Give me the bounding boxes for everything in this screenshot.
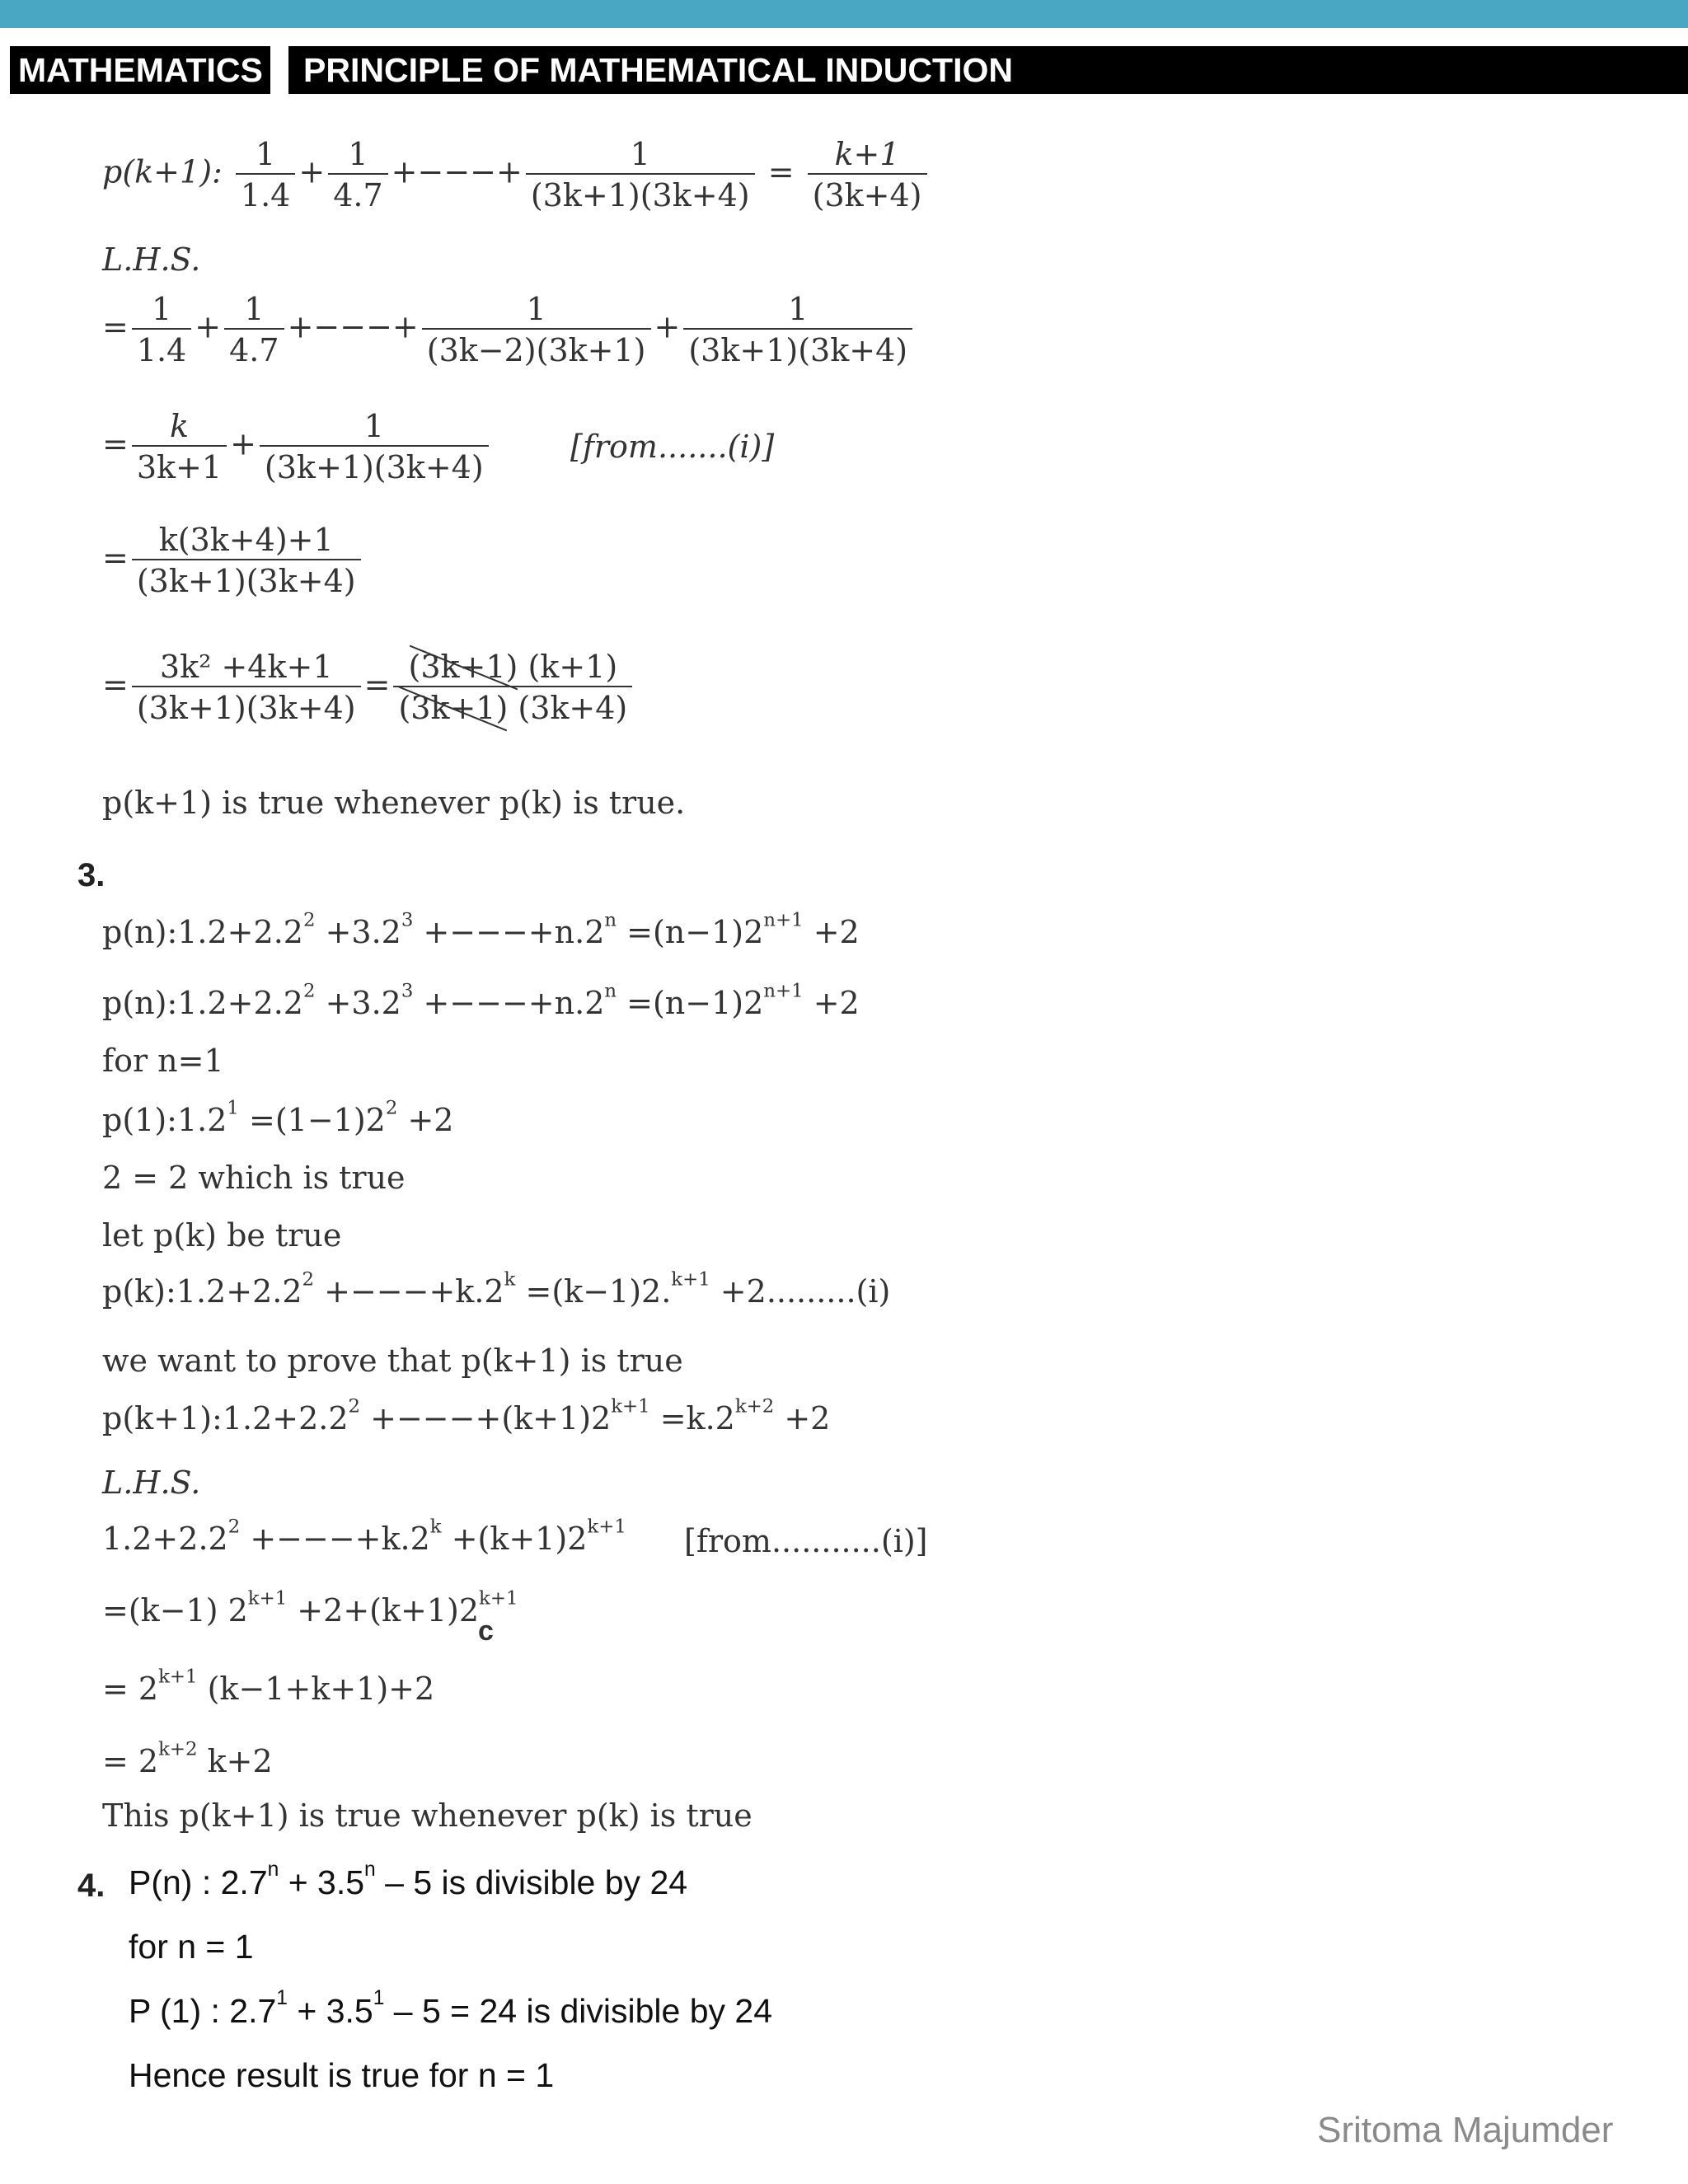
q3-pk1: $p(k+1):1.2+2.2^2 +---+(k+1)2^{k+1} =k.2^{k+2} +2$ bbox=[102, 1395, 831, 1436]
q4-statement: P(n) : $2.7^n + 3.5^n - 5$ is divisible by 24 bbox=[129, 1858, 688, 1901]
step-1: = $\frac{1}{1.4}$ + $\frac{1}{4.7}$ +−−−+ $\frac{1}{(3k-2)(3k+1)}$ + $\frac{1}{(3k+1)(3k+4)}$ bbox=[102, 293, 916, 366]
q3-step-1: =(k−1) $2^{k+1} +2+(k+1)2^{k+1}$ bbox=[102, 1587, 518, 1629]
q3-handwritten-mark: c bbox=[478, 1615, 494, 1647]
subject-header: MATHEMATICS bbox=[10, 46, 270, 94]
q3-check: 2 = 2 which is true bbox=[102, 1160, 406, 1196]
q3-for-n1: for n=1 bbox=[102, 1043, 224, 1079]
step-4: = $\frac{\text{3k² +4k+1}}{(3k+1)(3k+4)}$ = $\frac{(3k+1) (k+1)}{(3k+1) (3k+4)}$ bbox=[102, 651, 635, 724]
cancelled-factor: (3k+1) bbox=[398, 690, 509, 726]
q3-p1: $p(1):1.2^1 =(1-1)2^2 +2$ bbox=[102, 1097, 454, 1138]
q3-assume: let p(k) be true bbox=[102, 1217, 342, 1254]
q4-conclusion: Hence result is true for n = 1 bbox=[129, 2056, 555, 2094]
equation-pk1: p(k+1): $\frac{1}{1.4}$ + $\frac{1}{4.7}$ +−−−+ $\frac{1}{(3k+1)(3k+4)}$ = $\frac{k+1}{(3k+4)}$ bbox=[102, 138, 931, 211]
step-2: = $\frac{k}{3k+1}$ + $\frac{1}{(3k+1)(3k+4)}$ bbox=[102, 410, 492, 483]
question-3-number: 3. bbox=[77, 857, 106, 893]
q3-conclusion: This p(k+1) is true whenever p(k) is true bbox=[102, 1797, 753, 1834]
lhs-label: L.H.S. bbox=[102, 241, 201, 278]
from-reference: [from.......(i)] bbox=[570, 429, 775, 465]
q4-p1: P (1) : $2.7^1 + 3.5^1 - 5 = 24$ is divisible by 24 bbox=[129, 1986, 773, 2030]
step-3: = $\frac{k(3k+4)+1}{(3k+1)(3k+4)}$ bbox=[102, 524, 364, 597]
q4-for-n1: for n = 1 bbox=[129, 1928, 254, 1966]
q3-pk: $p(k):1.2+2.2^2 +---+k.2^k =(k-1)2.^{k+1} +2.........(i)$ bbox=[102, 1268, 891, 1310]
q3-lhs-label: L.H.S. bbox=[102, 1465, 201, 1501]
author-signature: Sritoma Majumder bbox=[1317, 2110, 1614, 2150]
topic-header: PRINCIPLE OF MATHEMATICAL INDUCTION bbox=[288, 46, 1688, 94]
part2-conclusion: p(k+1) is true whenever p(k) is true. bbox=[102, 785, 686, 821]
question-4-number: 4. bbox=[77, 1868, 106, 1904]
q3-from-reference: [from...........(i)] bbox=[684, 1523, 928, 1559]
q3-pn-line-2: $p(n):1.2+2.2^2 +3.2^3 +---+n.2^n =(n-1)2^{n+1} +2$ bbox=[102, 980, 860, 1021]
q3-pn-line-1: $p(n):1.2+2.2^2 +3.2^3 +---+n.2^n =(n-1)2^{n+1} +2$ bbox=[102, 909, 860, 950]
cancelled-factor: (3k+1) bbox=[408, 649, 518, 685]
q3-lhs-expr: $1.2+2.2^2 +---+k.2^k +(k+1)2^{k+1}$ bbox=[102, 1516, 626, 1557]
q3-step-2: = $2^{k+1}$ (k−1+k+1)+2 bbox=[102, 1666, 435, 1707]
q3-want: we want to prove that p(k+1) is true bbox=[102, 1343, 683, 1379]
q3-step-3: = $2^{k+2}$ k+2 bbox=[102, 1738, 273, 1779]
